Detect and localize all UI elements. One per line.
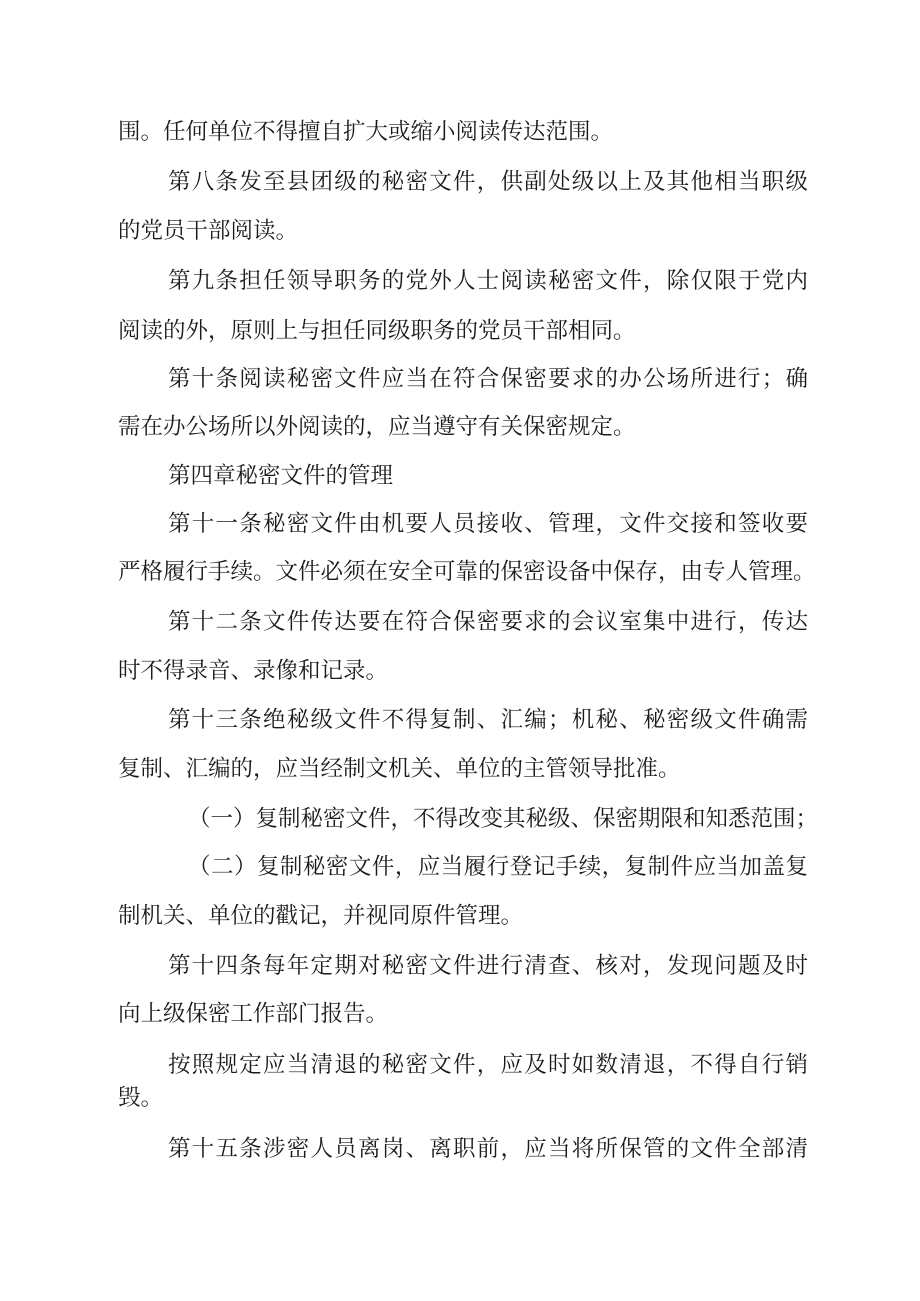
list-item: （一）复制秘密文件，不得改变其秘级、保密期限和知悉范围； [188, 806, 819, 832]
section-heading: 第四章秘密文件的管理 [168, 463, 394, 489]
text-line: 时不得录音、录像和记录。 [118, 658, 389, 684]
text-line: 制机关、单位的戳记，并视同原件管理。 [118, 903, 524, 929]
text-line: 毁。 [118, 1085, 164, 1111]
text-line: 严格履行手续。文件必须在安全可靠的保密设备中保存，由专人管理。 [118, 559, 816, 585]
text-line: 第十一条秘密文件由机要人员接收、管理，文件交接和签收要 [168, 511, 808, 537]
text-line: 第十三条绝秘级文件不得复制、汇编；机秘、秘密级文件确需 [168, 707, 808, 733]
text-line: 复制、汇编的，应当经制文机关、单位的主管领导批准。 [118, 756, 681, 782]
text-line: 第十条阅读秘密文件应当在符合保密要求的办公场所进行；确 [168, 366, 808, 392]
text-line: 按照规定应当清退的秘密文件，应及时如数清退，不得自行销 [168, 1052, 808, 1078]
text-line: 第八条发至县团级的秘密文件，供副处级以上及其他相当职级 [168, 169, 808, 195]
text-line: 需在办公场所以外阅读的，应当遵守有关保密规定。 [118, 414, 636, 440]
text-line: 第十五条涉密人员离岗、离职前，应当将所保管的文件全部清 [168, 1136, 808, 1162]
text-line: 向上级保密工作部门报告。 [118, 1001, 389, 1027]
text-line: 阅读的外，原则上与担任同级职务的党员干部相同。 [118, 318, 636, 344]
list-item: （二）复制秘密文件，应当履行登记手续，复制件应当加盖复 [188, 854, 808, 880]
text-line: 的党员干部阅读。 [118, 218, 299, 244]
text-line: 围。任何单位不得擅自扩大或缩小阅读传达范围。 [118, 119, 614, 145]
text-line: 第十四条每年定期对秘密文件进行清查、核对，发现问题及时 [168, 953, 808, 979]
text-line: 第九条担任领导职务的党外人士阅读秘密文件，除仅限于党内 [168, 268, 808, 294]
text-line: 第十二条文件传达要在符合保密要求的会议室集中进行，传达 [168, 609, 808, 635]
